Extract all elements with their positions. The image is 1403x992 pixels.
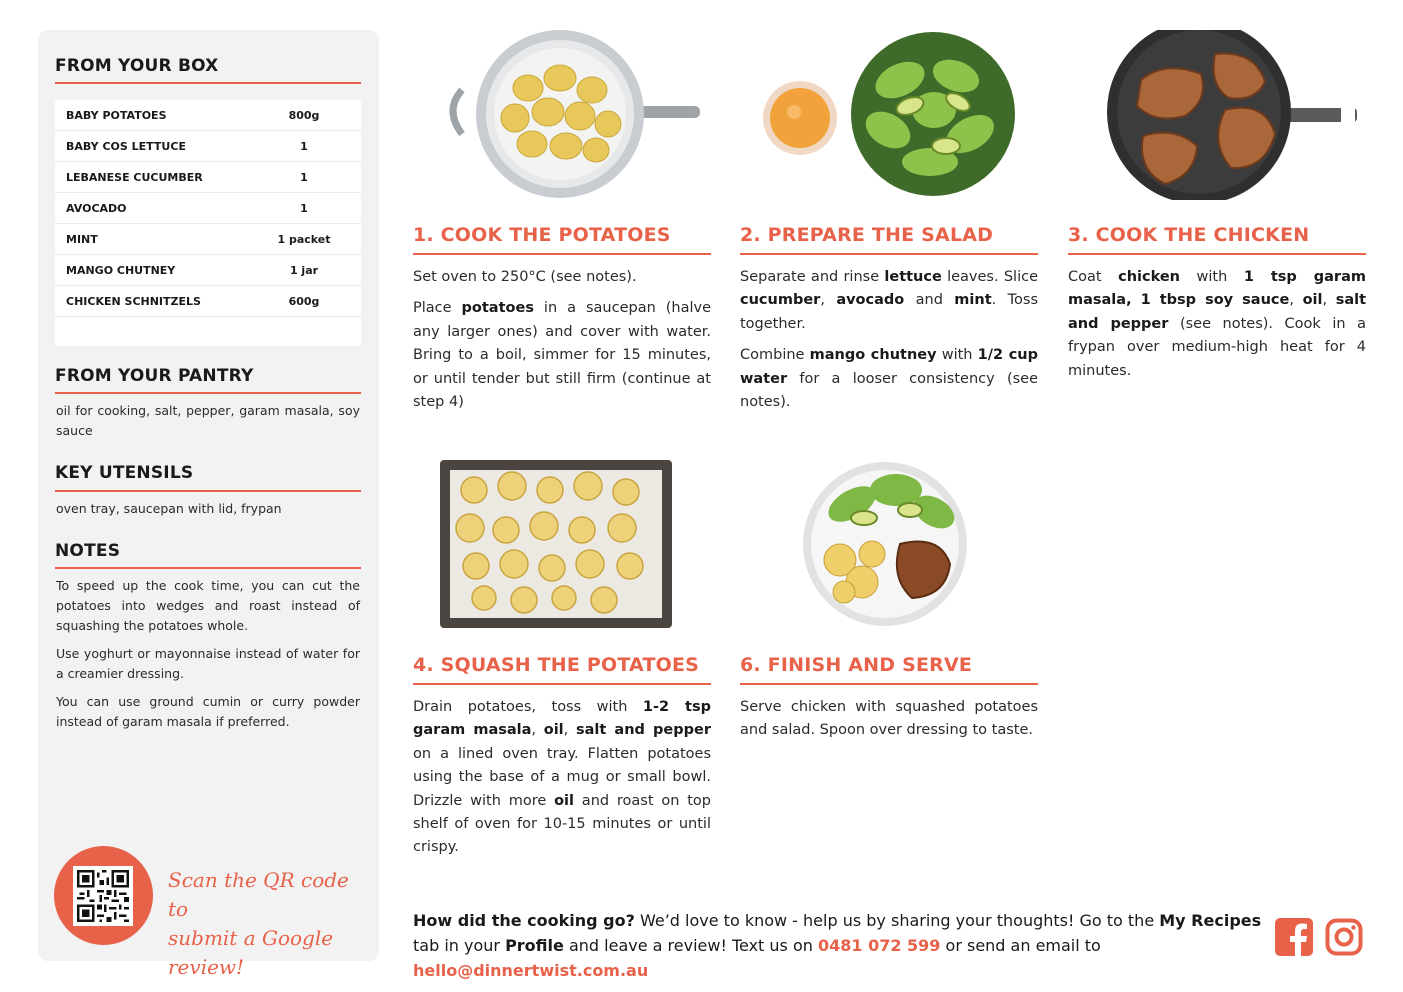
footer-text: or send an email to xyxy=(940,936,1101,955)
step-2-title: 2. PREPARE THE SALAD xyxy=(740,224,994,246)
divider xyxy=(413,683,711,685)
ingredient-row xyxy=(55,255,361,286)
chicken-in-frypan-image xyxy=(1105,30,1360,200)
instagram-icon[interactable] xyxy=(1325,918,1363,956)
footer-text: tab in your xyxy=(413,936,506,955)
step-6-title: 6. FINISH AND SERVE xyxy=(740,654,973,676)
potatoes-in-saucepan-image xyxy=(440,30,704,200)
ingredient-qty: 600g xyxy=(288,294,320,308)
step-paragraph: Coat chicken with 1 tsp garam masala, 1 tbsp soy sauce, oil, salt and pepper (see notes). Cook in a frypan over medium-high heat for 4 minutes. xyxy=(1068,269,1367,379)
step-paragraph: Combine mango chutney with 1/2 cup water for a looser consistency (see notes). xyxy=(740,347,1039,411)
divider xyxy=(413,253,711,255)
step-3-title: 3. COOK THE CHICKEN xyxy=(1068,224,1310,246)
pantry-heading: FROM YOUR PANTRY xyxy=(55,366,254,386)
ingredient-qty: 800g xyxy=(288,108,320,122)
step-paragraph: Drain potatoes, toss with 1-2 tsp garam masala, oil, salt and pepper on a lined oven tray. Flatten potatoes using the base of a mug or small bowl. Drizzle with more oil and roast on top shelf of oven for 10-15 minutes or until crispy. xyxy=(413,699,711,856)
step-2-body xyxy=(740,266,1038,422)
notes-heading: NOTES xyxy=(55,541,121,561)
step-paragraph: Place potatoes in a saucepan (halve any larger ones) and cover with water. Bring to a boil, simmer for 15 minutes, or until tender but still firm (continue at step 4) xyxy=(413,300,711,411)
note-item: To speed up the cook time, you can cut the potatoes into wedges and roast instead of squashing the potatoes whole. xyxy=(56,578,360,633)
my-recipes-label: My Recipes xyxy=(1159,911,1262,930)
step-paragraph: Serve chicken with squashed potatoes and salad. Spoon over dressing to taste. xyxy=(740,699,1038,739)
note-item: Use yoghurt or mayonnaise instead of water for a creamier dressing. xyxy=(56,646,360,681)
step-paragraph: Separate and rinse lettuce leaves. Slice cucumber, avocado and mint. Toss together. xyxy=(740,269,1039,332)
step-1-title: 1. COOK THE POTATOES xyxy=(413,224,671,246)
ingredient-qty: 1 packet xyxy=(277,232,331,246)
ingredient-qty: 1 xyxy=(300,139,308,153)
utensils-text: oven tray, saucepan with lid, frypan xyxy=(56,501,282,516)
qr-caption-line: submit a Google review! xyxy=(168,926,334,979)
ingredient-row xyxy=(55,286,361,317)
email-link[interactable]: hello@dinnertwist.com.au xyxy=(413,961,649,980)
ingredient-qty: 1 jar xyxy=(289,263,319,277)
ingredient-name: MINT xyxy=(66,232,98,246)
step-1-body xyxy=(413,266,711,422)
phone-link[interactable]: 0481 072 599 xyxy=(817,936,941,955)
ingredient-row xyxy=(55,224,361,255)
utensils-heading: KEY UTENSILS xyxy=(55,463,194,483)
notes-list xyxy=(56,576,360,740)
ingredient-name: LEBANESE CUCUMBER xyxy=(66,170,203,184)
ingredient-name: BABY POTATOES xyxy=(66,108,167,122)
divider xyxy=(740,683,1038,685)
qr-caption-line: Scan the QR code to xyxy=(168,868,349,921)
note-item: You can use ground cumin or curry powder instead of garam masala if preferred. xyxy=(56,694,360,729)
pantry-text: oil for cooking, salt, pepper, garam masala, soy sauce xyxy=(56,403,360,438)
ingredient-name: CHICKEN SCHNITZELS xyxy=(66,294,201,308)
ingredient-row xyxy=(55,131,361,162)
step-3-body xyxy=(1068,266,1366,391)
ingredient-row xyxy=(55,162,361,193)
ingredient-name: BABY COS LETTUCE xyxy=(66,139,186,153)
divider xyxy=(55,392,361,394)
squashed-potatoes-on-tray-image xyxy=(440,460,672,628)
divider xyxy=(55,82,361,84)
ingredient-row xyxy=(55,193,361,224)
ingredients-table xyxy=(55,100,361,346)
ingredient-qty: 1 xyxy=(300,170,308,184)
sidebar-panel xyxy=(38,30,379,979)
step-4-body xyxy=(413,696,711,868)
from-your-box-heading: FROM YOUR BOX xyxy=(55,56,219,76)
divider xyxy=(740,253,1038,255)
qr-badge xyxy=(54,846,153,945)
divider xyxy=(55,567,361,569)
qr-code[interactable] xyxy=(73,866,133,926)
divider xyxy=(1068,253,1366,255)
qr-caption xyxy=(168,866,368,982)
facebook-icon[interactable] xyxy=(1275,918,1313,956)
step-4-title: 4. SQUASH THE POTATOES xyxy=(413,654,700,676)
table-spacer xyxy=(55,317,361,346)
divider xyxy=(55,490,361,492)
ingredient-name: AVOCADO xyxy=(66,201,127,215)
ingredient-row xyxy=(55,100,361,131)
plated-dish-image xyxy=(800,460,970,628)
step-paragraph: Set oven to 250°C (see notes). xyxy=(413,269,637,285)
step-6-body xyxy=(740,696,1038,751)
salad-bowl-and-dressing-image xyxy=(760,30,1020,200)
ingredient-qty: 1 xyxy=(300,201,308,215)
feedback-footer xyxy=(413,908,1263,983)
ingredient-name: MANGO CHUTNEY xyxy=(66,263,176,277)
footer-question: How did the cooking go? xyxy=(413,911,635,930)
footer-text: and leave a review! Text us on xyxy=(563,936,818,955)
profile-label: Profile xyxy=(505,936,564,955)
footer-text: We’d love to know - help us by sharing your thoughts! Go to the xyxy=(634,911,1160,930)
